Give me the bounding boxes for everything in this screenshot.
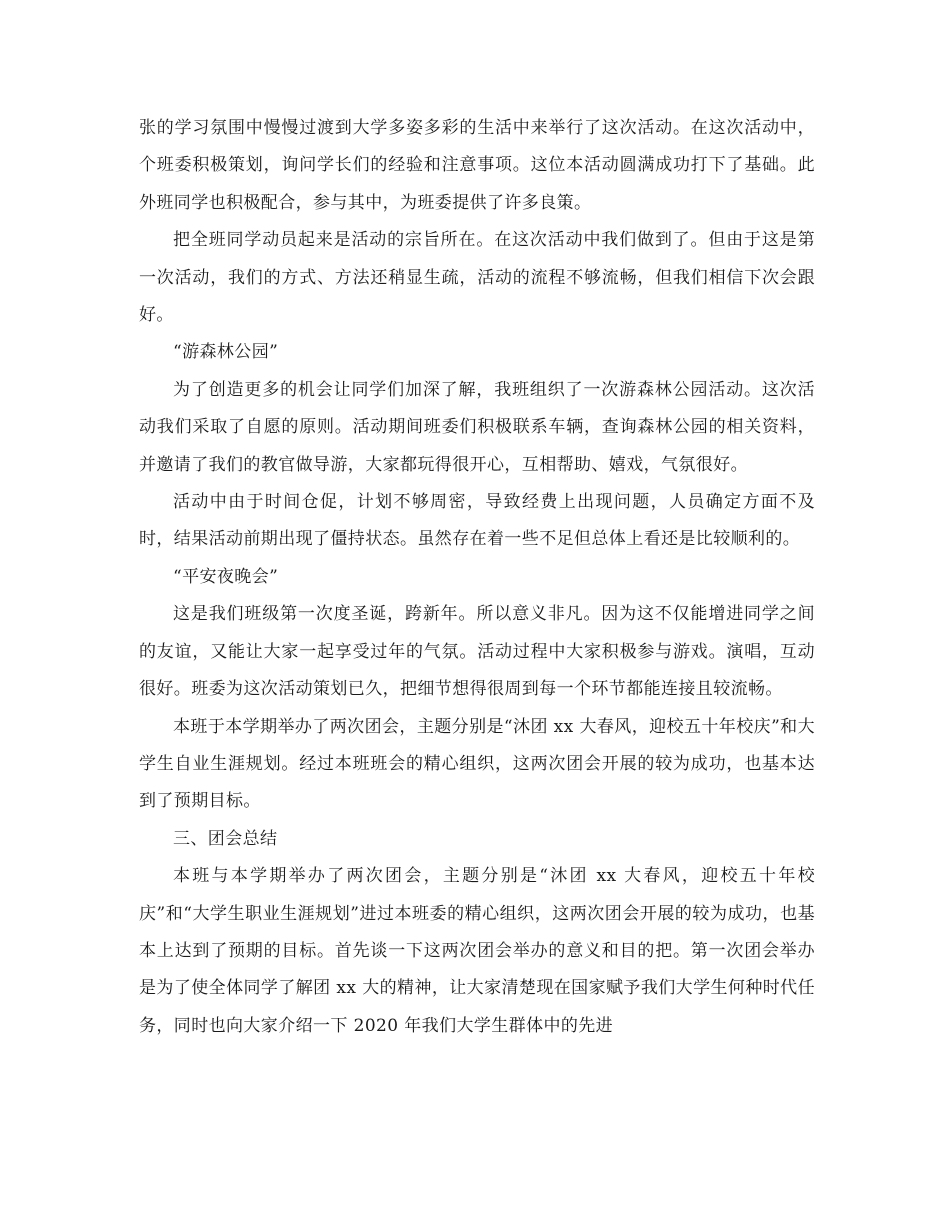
section-heading-league-summary: 三、团会总结 bbox=[173, 828, 278, 849]
section-heading-christmas-party: “平安夜晚会” bbox=[173, 566, 279, 587]
document-body bbox=[139, 110, 815, 1045]
paragraph-mobilization: 把全班同学动员起来是活动的宗旨所在。在这次活动中我们做到了。但由于这是第一次活动，我们的方式、方法还稍显生疏，活动的流程不够流畅，但我们相信下次会跟好。 bbox=[139, 230, 815, 326]
paragraph-continuation: 张的学习氛围中慢慢过渡到大学多姿多彩的生活中来举行了这次活动。在这次活动中，个班委积极策划，询问学长们的经验和注意事项。这位本活动圆满成功打下了基础。此外班同学也积极配合，参与其中，为班委提供了许多良策。 bbox=[139, 118, 815, 213]
paragraph-league-meetings: 本班于本学期举办了两次团会，主题分别是“沐团 xx 大春风，迎校五十年校庆”和大学生自业生涯规划。经过本班班会的精心组织，这两次团会开展的较为成功，也基本达到了预期目标。 bbox=[139, 716, 815, 812]
paragraph-forest-park-activity: 为了创造更多的机会让同学们加深了解，我班组织了一次游森林公园活动。这次活动我们采取了自愿的原则。活动期间班委们积极联系车辆，查询森林公园的相关资料，并邀请了我们的教官做导游，大家都玩得很开心，互相帮助、嬉戏，气氛很好。 bbox=[139, 379, 815, 475]
paragraph-forest-park-issues: 活动中由于时间仓促，计划不够周密，导致经费上出现问题，人员确定方面不及时，结果活动前期出现了僵持状态。虽然存在着一些不足但总体上看还是比较顺利的。 bbox=[139, 492, 815, 550]
paragraph-league-summary: 本班与本学期举办了两次团会，主题分别是“沐团 xx 大春风，迎校五十年校庆”和“大学生职业生涯规划”进过本班委的精心组织，这两次团会开展的较为成功，也基本上达到了预期的目标。首先谈一下这两次团会举办的意义和目的把。第一次团会举办是为了使全体同学了解团 xx 大的精神，让大家清楚现在国家赋予我们大学生何种时代任务，同时也向大家介绍一下 2020 年我们大学生群体中的先进 bbox=[139, 866, 815, 1036]
section-heading-forest-park: “游森林公园” bbox=[173, 342, 279, 363]
paragraph-christmas-party: 这是我们班级第一次度圣诞，跨新年。所以意义非凡。因为这不仅能增进同学之间的友谊，又能让大家一起享受过年的气氛。活动过程中大家积极参与游戏。演唱，互动很好。班委为这次活动策划已久，把细节想得很周到每一个环节都能连接且较流畅。 bbox=[139, 604, 815, 700]
